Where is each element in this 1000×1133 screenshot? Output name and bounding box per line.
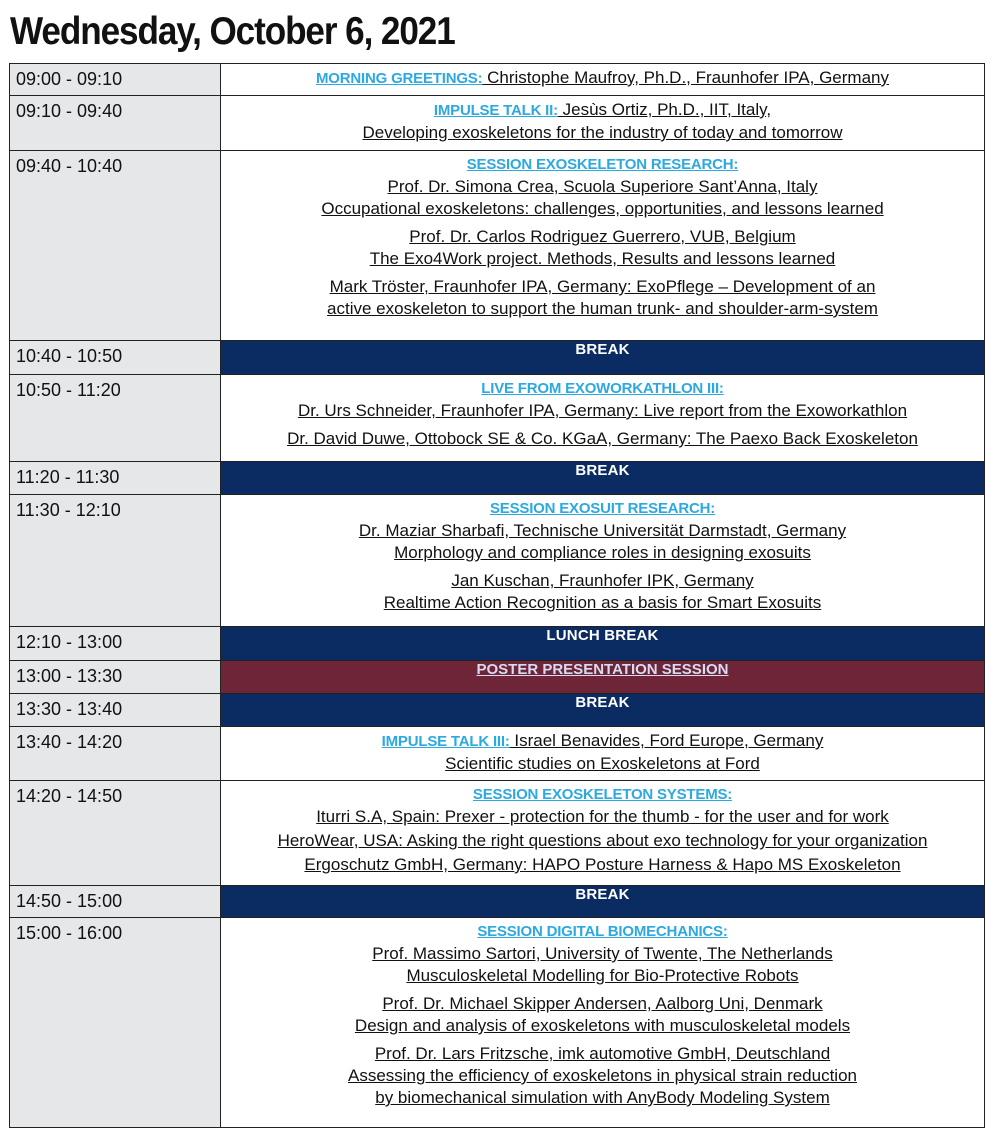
talk-title: Realtime Action Recognition as a basis for Smart Exosuits <box>383 593 822 612</box>
time-cell: 09:10 - 09:40 <box>10 96 221 151</box>
speaker-line: HeroWear, USA: Asking the right questions about exo technology for your organization <box>277 831 928 850</box>
talk-title: active exoskeleton to support the human trunk- and shoulder-arm-system <box>327 299 878 318</box>
speaker-line: Prof. Dr. Simona Crea, Scuola Superiore Sant’Anna, Italy <box>387 177 818 196</box>
time-cell: 14:50 - 15:00 <box>10 886 221 918</box>
talk-entry <box>227 570 978 614</box>
session-cell <box>221 64 985 96</box>
talk-entry <box>227 400 978 422</box>
break-bar: BREAK <box>221 341 985 375</box>
schedule-row <box>10 781 985 886</box>
lunch-break-bar: LUNCH BREAK <box>221 627 985 661</box>
talk-title: Morphology and compliance roles in designing exosuits <box>394 543 811 562</box>
talk-entry <box>227 806 978 828</box>
speaker-line: Prof. Dr. Michael Skipper Andersen, Aalborg Uni, Denmark <box>382 994 823 1013</box>
speaker-line: Mark Tröster, Fraunhofer IPA, Germany: ExoPflege – Development of an <box>329 277 876 296</box>
speaker-text: Israel Benavides, Ford Europe, Germany <box>509 731 824 750</box>
schedule-row <box>10 462 985 495</box>
talk-title: Scientific studies on Exoskeletons at Ford <box>445 754 760 773</box>
session-heading[interactable]: SESSION EXOSKELETON RESEARCH: <box>466 156 739 173</box>
talk-entry <box>227 993 978 1037</box>
speaker-line: Prof. Dr. Carlos Rodriguez Guerrero, VUB, Belgium <box>409 227 796 246</box>
speaker-line: Dr. Urs Schneider, Fraunhofer IPA, Germany: Live report from the Exoworkathlon <box>297 401 908 420</box>
talk-entry <box>227 428 978 450</box>
schedule-row <box>10 96 985 151</box>
session-cell <box>221 495 985 627</box>
talk-entry <box>227 176 978 220</box>
talk-title: The Exo4Work project. Methods, Results and lessons learned <box>369 249 836 268</box>
session-cell <box>221 781 985 886</box>
schedule-table <box>9 63 985 1128</box>
session-cell <box>221 918 985 1128</box>
schedule-row <box>10 694 985 727</box>
schedule-row <box>10 151 985 341</box>
session-heading[interactable]: SESSION DIGITAL BIOMECHANICS: <box>477 923 728 940</box>
session-cell <box>221 727 985 781</box>
session-cell <box>221 375 985 462</box>
break-bar: BREAK <box>221 462 985 495</box>
talk-title: Design and analysis of exoskeletons with musculoskeletal models <box>354 1016 851 1035</box>
time-cell: 13:40 - 14:20 <box>10 727 221 781</box>
time-cell: 09:00 - 09:10 <box>10 64 221 96</box>
schedule-row <box>10 661 985 694</box>
session-heading[interactable]: SESSION EXOSKELETON SYSTEMS: <box>472 786 733 803</box>
time-cell: 11:30 - 12:10 <box>10 495 221 627</box>
session-cell <box>221 151 985 341</box>
session-heading[interactable]: IMPULSE TALK III: <box>381 733 510 750</box>
poster-session-bar[interactable]: POSTER PRESENTATION SESSION <box>221 661 985 694</box>
time-cell: 10:40 - 10:50 <box>10 341 221 375</box>
time-cell: 11:20 - 11:30 <box>10 462 221 495</box>
talk-entry <box>227 854 978 876</box>
talk-title: Assessing the efficiency of exoskeletons in physical strain reduction <box>347 1066 857 1085</box>
schedule-row <box>10 341 985 375</box>
time-cell: 15:00 - 16:00 <box>10 918 221 1128</box>
session-cell <box>221 96 985 151</box>
break-bar: BREAK <box>221 694 985 727</box>
speaker-line: Dr. David Duwe, Ottobock SE & Co. KGaA, Germany: The Paexo Back Exoskeleton <box>287 429 918 448</box>
time-cell: 13:00 - 13:30 <box>10 661 221 694</box>
speaker-line: Prof. Dr. Lars Fritzsche, imk automotive GmbH, Deutschland <box>374 1044 831 1063</box>
time-cell: 14:20 - 14:50 <box>10 781 221 886</box>
talk-title-continued: by biomechanical simulation with AnyBody Modeling System <box>375 1088 830 1107</box>
talk-title: Occupational exoskeletons: challenges, opportunities, and lessons learned <box>321 199 884 218</box>
session-heading[interactable]: IMPULSE TALK II: <box>433 102 558 119</box>
talk-entry <box>227 276 978 320</box>
break-bar: BREAK <box>221 886 985 918</box>
time-cell: 10:50 - 11:20 <box>10 375 221 462</box>
speaker-line: Prof. Massimo Sartori, University of Twente, The Netherlands <box>372 944 833 963</box>
talk-entry <box>227 520 978 564</box>
speaker-line: Iturri S.A, Spain: Prexer - protection for the thumb - for the user and for work <box>316 807 889 826</box>
time-cell: 09:40 - 10:40 <box>10 151 221 341</box>
talk-title: Developing exoskeletons for the industry of today and tomorrow <box>362 123 843 142</box>
session-heading[interactable]: LIVE FROM EXOWORKATHLON III: <box>481 380 724 397</box>
schedule-row <box>10 64 985 96</box>
talk-entry <box>227 226 978 270</box>
schedule-row <box>10 627 985 661</box>
speaker-text: Jesùs Ortiz, Ph.D., IIT, Italy, <box>557 100 772 119</box>
time-cell: 12:10 - 13:00 <box>10 627 221 661</box>
schedule-row <box>10 918 985 1128</box>
schedule-row <box>10 727 985 781</box>
talk-entry <box>227 1043 978 1109</box>
schedule-row <box>10 495 985 627</box>
schedule-row <box>10 886 985 918</box>
session-heading[interactable]: MORNING GREETINGS: <box>316 70 483 87</box>
speaker-line: Dr. Maziar Sharbafi, Technische Universität Darmstadt, Germany <box>358 521 847 540</box>
talk-entry <box>227 943 978 987</box>
schedule-row <box>10 375 985 462</box>
speaker-line: Ergoschutz GmbH, Germany: HAPO Posture Harness & Hapo MS Exoskeleton <box>304 855 901 874</box>
session-heading[interactable]: SESSION EXOSUIT RESEARCH: <box>489 500 716 517</box>
talk-entry <box>227 830 978 852</box>
talk-title: Musculoskeletal Modelling for Bio-Protective Robots <box>406 966 799 985</box>
page-title: Wednesday, October 6, 2021 <box>10 10 455 53</box>
speaker-text: Christophe Maufroy, Ph.D., Fraunhofer IPA, Germany <box>482 68 889 87</box>
time-cell: 13:30 - 13:40 <box>10 694 221 727</box>
speaker-line: Jan Kuschan, Fraunhofer IPK, Germany <box>451 571 754 590</box>
